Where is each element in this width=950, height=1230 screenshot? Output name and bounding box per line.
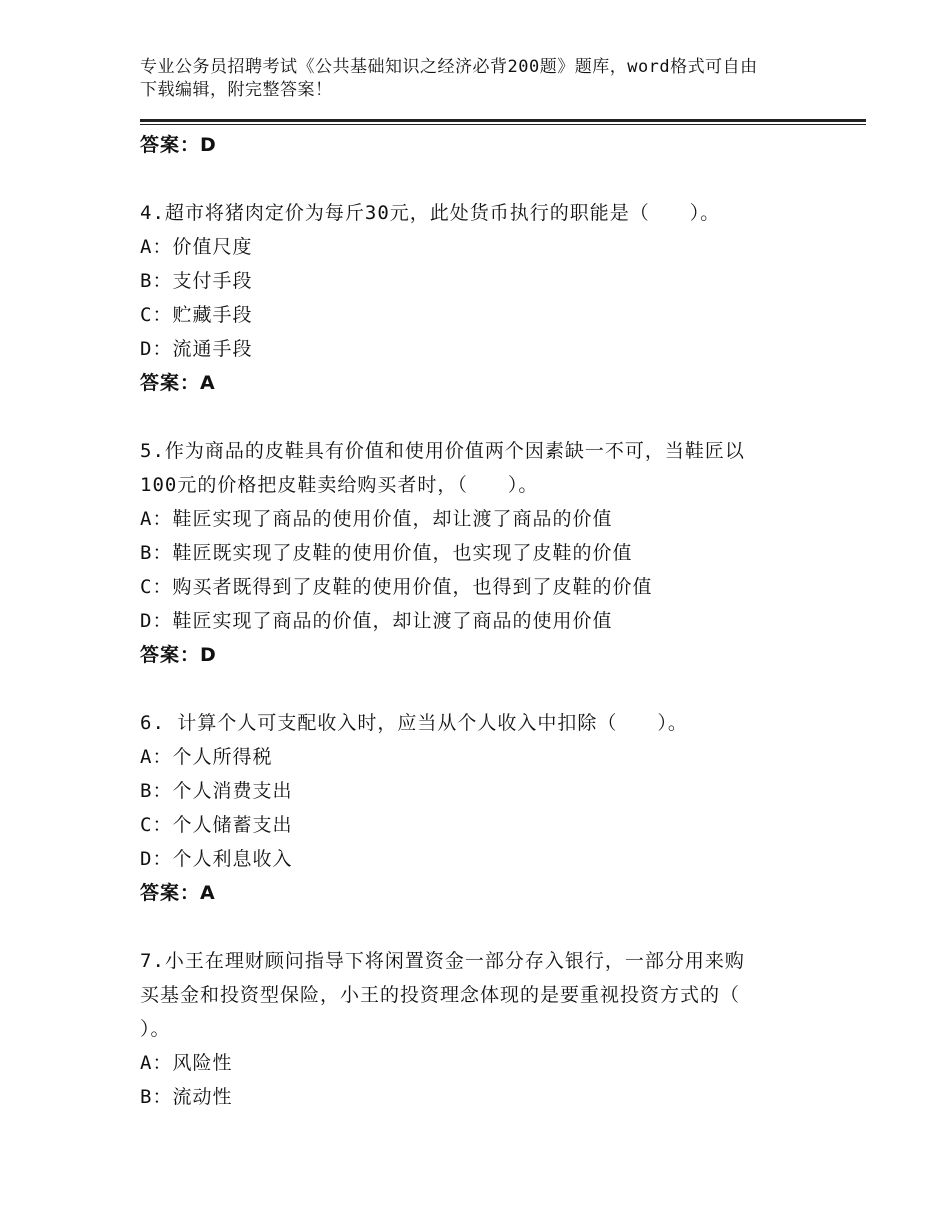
answer: 答案：D — [140, 644, 217, 666]
question-text: 6. 计算个人可支配收入时，应当从个人收入中扣除（ ）。 — [140, 712, 688, 734]
header-line-2: 下载编辑，附完整答案！ — [140, 80, 333, 100]
option-a: A：价值尺度 — [140, 236, 253, 258]
answer: 答案：A — [140, 372, 216, 394]
spacer — [140, 162, 860, 196]
question-7 — [140, 944, 860, 1114]
option-c: C：贮藏手段 — [140, 304, 253, 326]
option-a: A：风险性 — [140, 1052, 233, 1074]
option-d: D：流通手段 — [140, 338, 253, 360]
question-text: 买基金和投资型保险，小王的投资理念体现的是要重视投资方式的（ — [140, 984, 741, 1006]
question-text: 4.超市将猪肉定价为每斤30元，此处货币执行的职能是（ ）。 — [140, 202, 721, 224]
option-a: A：个人所得税 — [140, 746, 273, 768]
spacer — [140, 400, 860, 434]
question-text: 100元的价格把皮鞋卖给购买者时，（ ）。 — [140, 474, 539, 496]
answer: 答案：A — [140, 882, 216, 904]
option-d: D：个人利息收入 — [140, 848, 293, 870]
header-rule-thick — [140, 119, 866, 122]
question-text: 7.小王在理财顾问指导下将闲置资金一部分存入银行，一部分用来购 — [140, 950, 745, 972]
spacer — [140, 672, 860, 706]
option-b: B：流动性 — [140, 1086, 233, 1108]
question-list — [140, 128, 860, 1114]
option-c: C：个人储蓄支出 — [140, 814, 293, 836]
question-text: ）。 — [140, 1018, 171, 1040]
page-header — [140, 56, 830, 102]
option-b: B：支付手段 — [140, 270, 253, 292]
header-rule-thin — [140, 124, 866, 125]
option-b: B：个人消费支出 — [140, 780, 293, 802]
option-a: A：鞋匠实现了商品的使用价值，却让渡了商品的价值 — [140, 508, 613, 530]
previous-answer: 答案：D — [140, 134, 217, 156]
question-text: 5.作为商品的皮鞋具有价值和使用价值两个因素缺一不可，当鞋匠以 — [140, 440, 745, 462]
option-d: D：鞋匠实现了商品的价值，却让渡了商品的使用价值 — [140, 610, 613, 632]
question-5 — [140, 434, 860, 672]
question-4 — [140, 196, 860, 400]
spacer — [140, 910, 860, 944]
option-b: B：鞋匠既实现了皮鞋的使用价值，也实现了皮鞋的价值 — [140, 542, 633, 564]
option-c: C：购买者既得到了皮鞋的使用价值，也得到了皮鞋的价值 — [140, 576, 653, 598]
question-6 — [140, 706, 860, 910]
header-line-1: 专业公务员招聘考试《公共基础知识之经济必背200题》题库，word格式可自由 — [140, 57, 758, 77]
